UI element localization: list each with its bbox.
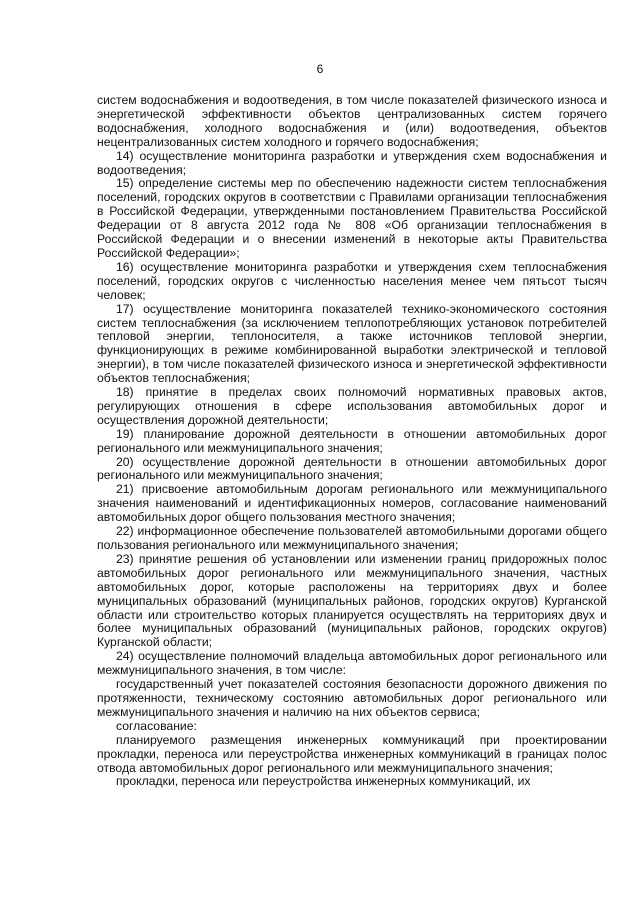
paragraph-item-18: 18) принятие в пределах своих полномочий нормативных правовых актов, регулирующих отношения в сфере использования автомобильных дорог и осуществления дорожной деятельности; <box>97 385 607 427</box>
paragraph-item-16: 16) осуществление мониторинга разработки и утверждения схем теплоснабжения поселений, городских округов с численностью населения менее чем пятьсот тысяч человек; <box>97 259 607 302</box>
document-body <box>97 94 607 789</box>
paragraph-item-23: 23) принятие решения об установлении или изменении границ придорожных полос автомобильных дорог регионального или межмуниципального значения, частных автомобильных дорог, которые расположены на территориях двух и более муниципальных образований (муниципальных районов, городских округов) Курганской области или строительство которых планируется осуществлять на территориях двух и более муниципальных образований (муниципальных районов, городских округов) Курганской области; <box>97 551 607 650</box>
paragraph-item-14: 14) осуществление мониторинга разработки и утверждения схем водоснабжения и водоотведения; <box>97 148 607 177</box>
paragraph-continuation: систем водоснабжения и водоотведения, в том числе показателей физического износа и энергетической эффективности объектов централизованных систем горячего водоснабжения, холодного водоснабжения и (или) водоотведения, объектов нецентрализованных систем холодного и горячего водоснабжения; <box>97 93 607 149</box>
paragraph-item-24: 24) осуществление полномочий владельца автомобильных дорог регионального или межмуниципального значения, в том числе: <box>97 649 607 678</box>
paragraph-item-21: 21) присвоение автомобильным дорогам регионального или межмуниципального значения наименований и идентификационных номеров, согласование наименований автомобильных дорог общего пользования местного значения; <box>97 482 607 525</box>
paragraph-subitem-state-accounting: государственный учет показателей состояния безопасности дорожного движения по протяженности, техническому состоянию автомобильных дорог регионального или межмуниципального значения и наличию на них объектов сервиса; <box>97 677 607 719</box>
paragraph-item-17: 17) осуществление мониторинга показателей технико-экономического состояния систем теплоснабжения (за исключением теплопотребляющих установок потребителей тепловой энергии, теплоносителя, а также источников тепловой энергии, функционирующих в режиме комбинированной выработки электрической и тепловой энергии), в том числе показателей физического износа и энергетической эффективности объектов теплоснабжения; <box>97 301 607 386</box>
paragraph-subitem-approval: согласование: <box>116 718 197 733</box>
page-number: 6 <box>316 62 324 76</box>
paragraph-item-22: 22) информационное обеспечение пользователей автомобильными дорогами общего пользования регионального или межмуниципального значения; <box>97 524 607 552</box>
paragraph-item-20: 20) осуществление дорожной деятельности в отношении автомобильных дорог регионального или межмуниципального значения; <box>97 454 607 483</box>
paragraph-subitem-planned-placement: планируемого размещения инженерных коммуникаций при проектировании прокладки, переноса или переустройства инженерных коммуникаций в границах полос отвода автомобильных дорог регионального или межмуниципального значения; <box>97 732 607 775</box>
paragraph-item-19: 19) планирование дорожной деятельности в отношении автомобильных дорог регионального или межмуниципального значения; <box>97 426 607 455</box>
paragraph-subitem-laying: прокладки, переноса или переустройства инженерных коммуникаций, их <box>116 774 531 789</box>
paragraph-item-15: 15) определение системы мер по обеспечению надежности систем теплоснабжения поселений, городских округов в соответствии с Правилами организации теплоснабжения в Российской Федерации, утвержденными постановлением Правительства Российской Федерации от 8 августа 2012 года № 808 «Об организации теплоснабжения в Российской Федерации и о внесении изменений в некоторые акты Правительства Российской Федерации»; <box>97 176 607 260</box>
